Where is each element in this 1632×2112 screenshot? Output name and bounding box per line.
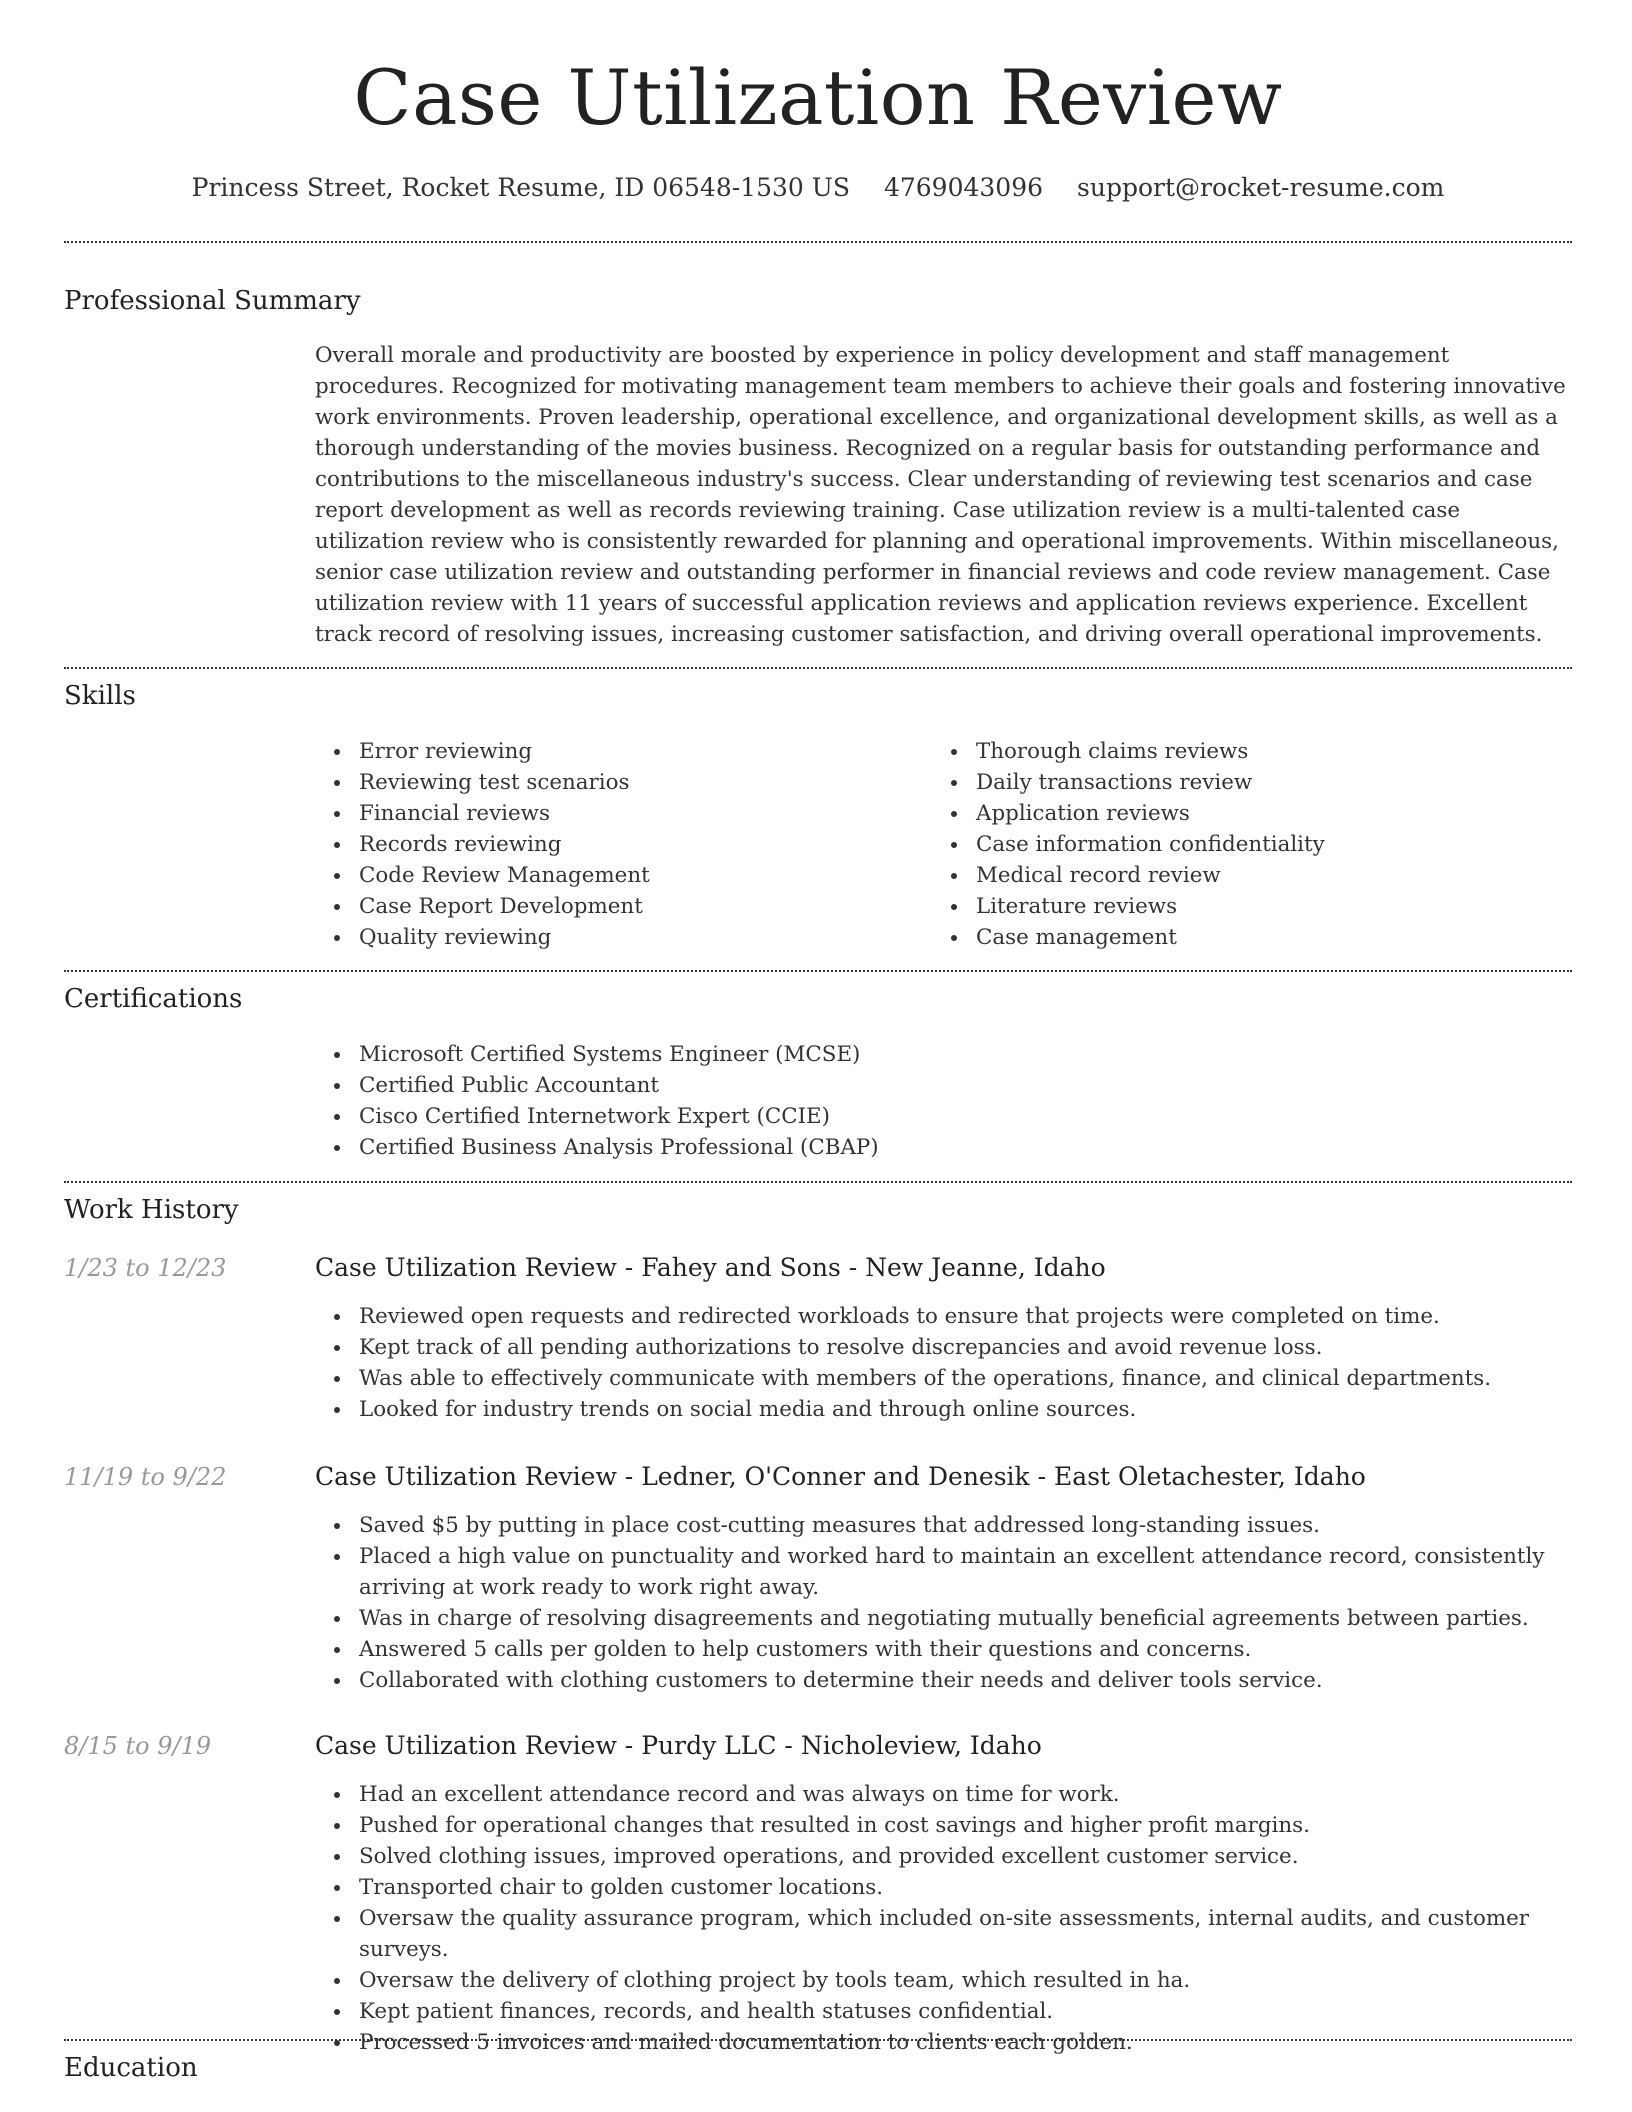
skill-item: Case Report Development [359, 891, 915, 922]
skills-heading: Skills [64, 681, 136, 711]
skill-item: Records reviewing [359, 829, 915, 860]
certification-item: Certified Business Analysis Professional (CBAP) [359, 1132, 1572, 1163]
job-title: Case Utilization Review - Purdy LLC - Nicholeview, Idaho [315, 1731, 1042, 1760]
skill-item: Case management [976, 922, 1532, 953]
section-divider [64, 1181, 1572, 1183]
job-bullet: Saved $5 by putting in place cost-cutting measures that addressed long-standing issues. [359, 1510, 1572, 1541]
contact-line [64, 170, 1572, 206]
job-bullets [315, 1301, 1572, 1425]
certification-item: Cisco Certified Internetwork Expert (CCIE) [359, 1101, 1572, 1132]
job-bullet: Kept patient finances, records, and health statuses confidential. [359, 1996, 1572, 2027]
skill-item: Daily transactions review [976, 767, 1532, 798]
job-bullet: Pushed for operational changes that resulted in cost savings and higher profit margins. [359, 1810, 1572, 1841]
resume-name: Case Utilization Review [353, 53, 1283, 142]
job-bullet: Solved clothing issues, improved operations, and provided excellent customer service. [359, 1841, 1572, 1872]
skill-item: Error reviewing [359, 736, 915, 767]
skill-item: Quality reviewing [359, 922, 915, 953]
certification-item: Microsoft Certified Systems Engineer (MCSE) [359, 1039, 1572, 1070]
certification-item: Certified Public Accountant [359, 1070, 1572, 1101]
job-bullet: Was able to effectively communicate with members of the operations, finance, and clinical departments. [359, 1363, 1572, 1394]
job-bullet: Reviewed open requests and redirected workloads to ensure that projects were completed on time. [359, 1301, 1572, 1332]
job-bullet: Oversaw the quality assurance program, which included on-site assessments, internal audits, and customer surveys. [359, 1903, 1572, 1965]
work-history-heading: Work History [64, 1195, 239, 1225]
job-title: Case Utilization Review - Ledner, O'Conner and Denesik - East Oletachester, Idaho [315, 1462, 1366, 1491]
skill-item: Application reviews [976, 798, 1532, 829]
skill-item: Reviewing test scenarios [359, 767, 915, 798]
skills-right-column [932, 736, 1532, 953]
job-bullet: Oversaw the delivery of clothing project by tools team, which resulted in ha. [359, 1965, 1572, 1996]
job-bullet: Collaborated with clothing customers to determine their needs and deliver tools service. [359, 1665, 1572, 1696]
contact-email: support@rocket-resume.com [1077, 173, 1445, 202]
skill-item: Case information confidentiality [976, 829, 1532, 860]
job-dates: 11/19 to 9/22 [64, 1463, 227, 1491]
job-bullet: Answered 5 calls per golden to help customers with their questions and concerns. [359, 1634, 1572, 1665]
skills-left-column [315, 736, 915, 953]
job-bullet: Placed a high value on punctuality and worked hard to maintain an excellent attendance record, consistently arriving at work ready to work right away. [359, 1541, 1572, 1603]
skill-item: Literature reviews [976, 891, 1532, 922]
job-bullet: Processed 5 invoices and mailed documentation to clients each golden. [359, 2027, 1572, 2058]
section-divider [64, 2039, 1572, 2041]
job-bullet: Had an excellent attendance record and was always on time for work. [359, 1779, 1572, 1810]
job-title: Case Utilization Review - Fahey and Sons - New Jeanne, Idaho [315, 1253, 1106, 1282]
job-dates: 8/15 to 9/19 [64, 1732, 212, 1760]
contact-phone: 4769043096 [883, 173, 1044, 202]
job-bullets [315, 1510, 1572, 1696]
section-divider [64, 970, 1572, 972]
job-bullet: Looked for industry trends on social media and through online sources. [359, 1394, 1572, 1425]
certifications-list [315, 1039, 1572, 1163]
certifications-heading: Certifications [64, 984, 243, 1014]
section-divider [64, 241, 1572, 243]
contact-address: Princess Street, Rocket Resume, ID 06548-1530 US [191, 173, 850, 202]
skill-item: Medical record review [976, 860, 1532, 891]
skill-item: Financial reviews [359, 798, 915, 829]
job-bullet: Kept track of all pending authorizations to resolve discrepancies and avoid revenue loss. [359, 1332, 1572, 1363]
job-bullet: Was in charge of resolving disagreements and negotiating mutually beneficial agreements between parties. [359, 1603, 1572, 1634]
education-heading: Education [64, 2053, 198, 2083]
summary-heading: Professional Summary [64, 286, 361, 316]
section-divider [64, 667, 1572, 669]
summary-text: Overall morale and productivity are boosted by experience in policy development and staff management procedures. Recognized for motivating management team members to achieve their goals and fostering innovative work environments. Proven leadership, operational excellence, and organizational development skills, as well as a thorough understanding of the movies business. Recognized on a regular basis for outstanding performance and contributions to the miscellaneous industry's success. Clear understanding of reviewing test scenarios and case report development as well as records reviewing training. Case utilization review is a multi-talented case utilization review who is consistently rewarded for planning and operational improvements. Within miscellaneous, senior case utilization review and outstanding performer in financial reviews and code review management. Case utilization review with 11 years of successful application reviews and application reviews experience. Excellent track record of resolving issues, increasing customer satisfaction, and driving overall operational improvements. [315, 343, 1566, 647]
job-dates: 1/23 to 12/23 [64, 1254, 227, 1282]
job-bullet: Transported chair to golden customer locations. [359, 1872, 1572, 1903]
skill-item: Code Review Management [359, 860, 915, 891]
skill-item: Thorough claims reviews [976, 736, 1532, 767]
job-bullets [315, 1779, 1572, 2058]
